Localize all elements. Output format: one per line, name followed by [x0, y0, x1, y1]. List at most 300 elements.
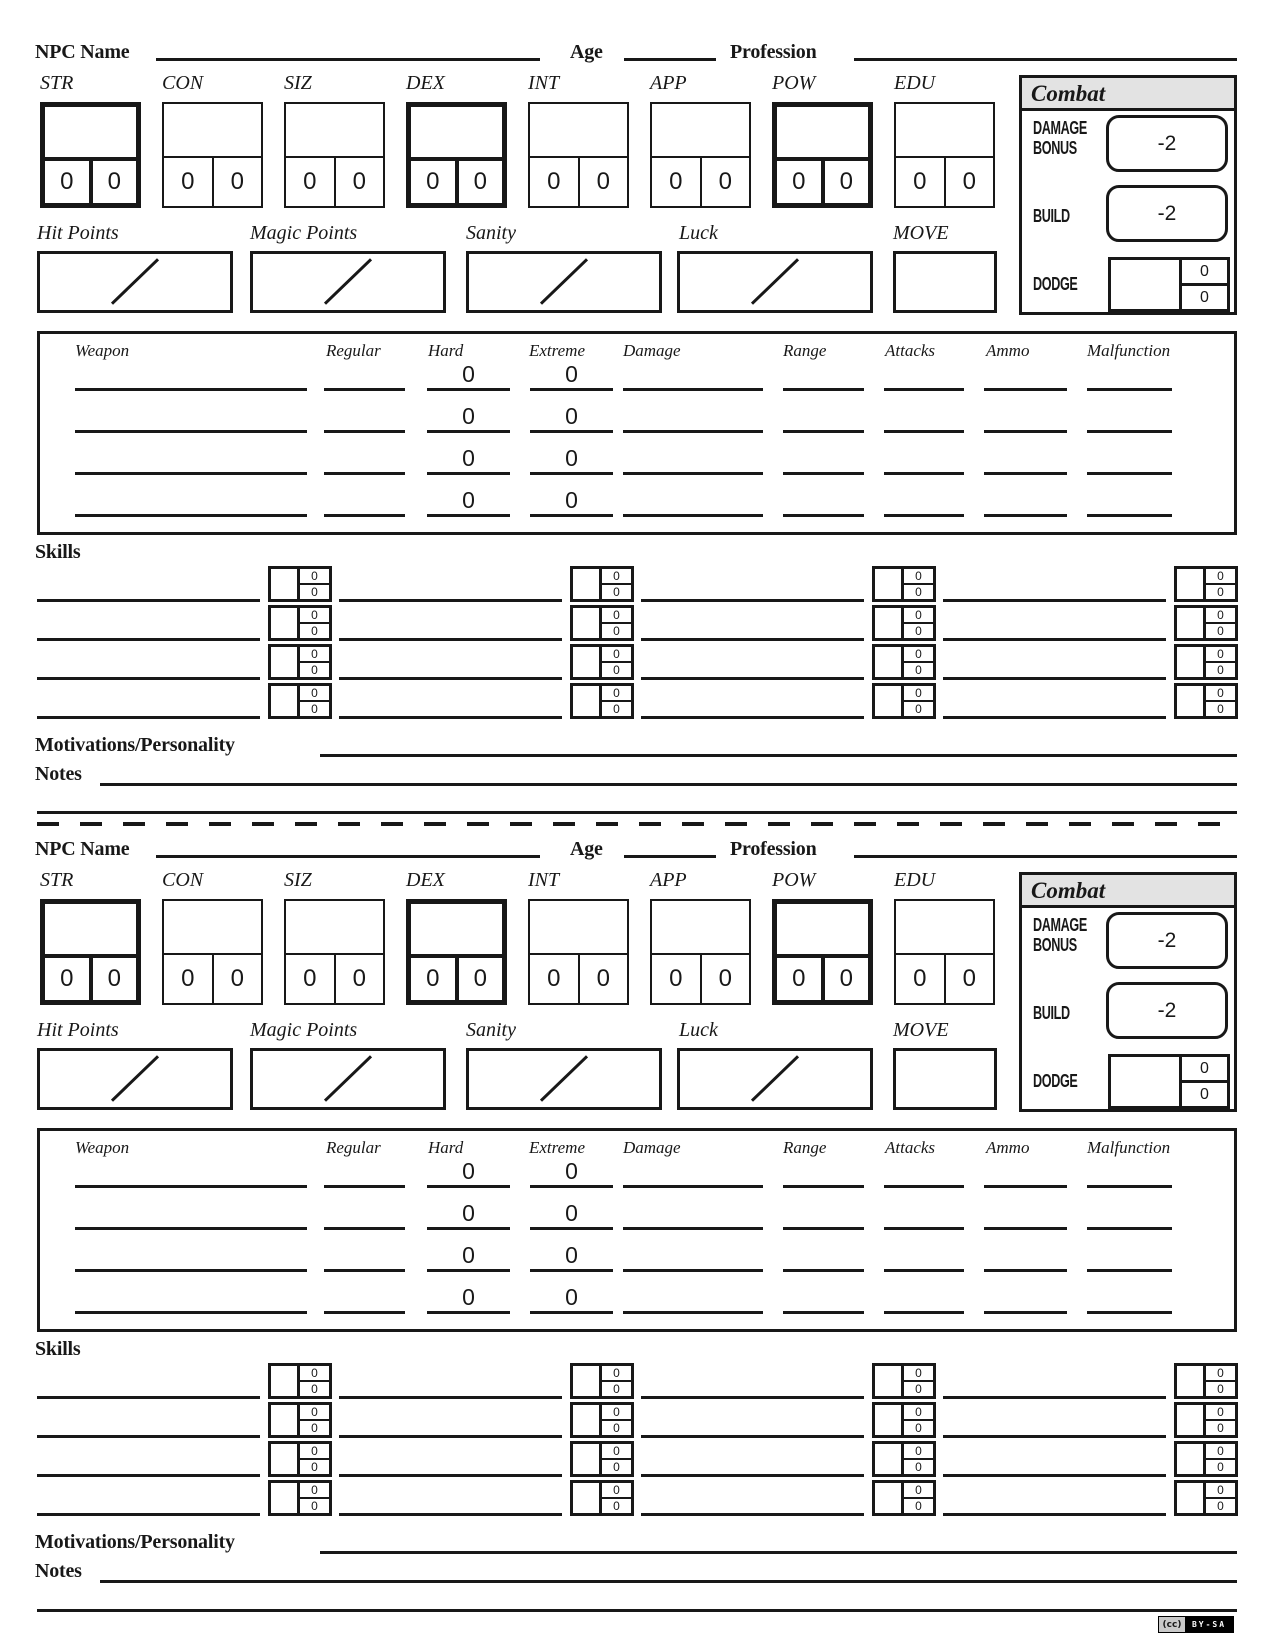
skill-name-field[interactable] — [339, 1435, 562, 1438]
skill-fifth-value-cell[interactable]: 0 — [613, 1499, 620, 1513]
characteristic-fifth-value-cell[interactable]: 0 — [230, 168, 244, 195]
skill-fifth-value-cell[interactable]: 0 — [915, 1382, 922, 1396]
skill-full-value-cell[interactable] — [271, 647, 300, 677]
skill-name-field[interactable] — [943, 1396, 1166, 1399]
weapon-hard-field[interactable] — [427, 1311, 510, 1314]
dodge-full-value-cell[interactable] — [1111, 1057, 1182, 1106]
motivations-label: Motivations/Personality — [35, 734, 235, 756]
skill-fifth-value-cell[interactable]: 0 — [613, 1421, 620, 1435]
skill-full-value-cell[interactable] — [875, 1405, 904, 1435]
skill-half-value-cell[interactable]: 0 — [1206, 1483, 1235, 1499]
dodge-half-value-cell[interactable]: 0 — [1182, 260, 1227, 286]
skill-half-value-cell[interactable]: 0 — [904, 1444, 933, 1460]
characteristic-half-value-cell[interactable]: 0 — [896, 955, 946, 1003]
weapon-range-field[interactable] — [783, 472, 864, 475]
skill-half-value-cell[interactable]: 0 — [300, 647, 329, 663]
skill-half-value-cell[interactable]: 0 — [1206, 1444, 1235, 1460]
characteristic-half-value-cell[interactable]: 0 — [45, 958, 93, 1000]
weapon-extreme-field[interactable] — [530, 1227, 613, 1230]
weapon-extreme-value[interactable]: 0 — [565, 403, 578, 429]
skill-full-value-cell[interactable] — [573, 1483, 602, 1513]
skill-fifth-value-cell[interactable]: 0 — [311, 1460, 318, 1474]
weapon-malfunction-field[interactable] — [1087, 1311, 1172, 1314]
weapon-damage-field[interactable] — [623, 1311, 763, 1314]
skill-fifth-value-cell[interactable]: 0 — [915, 624, 922, 638]
weapon-damage-field[interactable] — [623, 1185, 763, 1188]
weapon-extreme-value[interactable]: 0 — [565, 1242, 578, 1268]
weapon-name-field[interactable] — [75, 1185, 307, 1188]
weapon-hard-field[interactable] — [427, 430, 510, 433]
skill-name-field[interactable] — [943, 677, 1166, 680]
skill-name-field[interactable] — [37, 1435, 260, 1438]
skill-half-value-cell[interactable]: 0 — [904, 1366, 933, 1382]
characteristic-full-value-cell[interactable] — [652, 104, 749, 158]
characteristic-fifth-value-cell[interactable]: 0 — [352, 168, 366, 195]
skill-fifth-value-cell[interactable]: 0 — [1217, 702, 1224, 716]
skill-half-value-cell[interactable]: 0 — [300, 569, 329, 585]
weapon-hard-value[interactable]: 0 — [462, 445, 475, 471]
skill-full-value-cell[interactable] — [1177, 608, 1206, 638]
skill-fifth-value-cell[interactable]: 0 — [613, 1460, 620, 1474]
skill-name-field[interactable] — [641, 1435, 864, 1438]
characteristic-half-value-cell[interactable]: 0 — [896, 158, 946, 206]
characteristic-full-value-cell[interactable] — [164, 104, 261, 158]
skill-fifth-value-cell[interactable]: 0 — [311, 585, 318, 599]
skill-full-value-cell[interactable] — [271, 1366, 300, 1396]
characteristic-full-value-cell[interactable] — [164, 901, 261, 955]
skill-full-value-cell[interactable] — [271, 569, 300, 599]
weapon-hard-field[interactable] — [427, 472, 510, 475]
weapon-ammo-field[interactable] — [984, 514, 1067, 517]
luck-box[interactable] — [677, 1048, 873, 1110]
characteristic-half-value-cell[interactable]: 0 — [777, 161, 825, 203]
skill-value-box — [268, 644, 332, 680]
skill-half-value-cell[interactable]: 0 — [300, 1444, 329, 1460]
skill-half-value-cell[interactable]: 0 — [300, 686, 329, 702]
skill-half-value-cell[interactable]: 0 — [300, 608, 329, 624]
weapon-regular-field[interactable] — [324, 514, 405, 517]
skill-half-value-cell[interactable]: 0 — [1206, 1405, 1235, 1421]
skill-fifth-value-cell[interactable]: 0 — [915, 1460, 922, 1474]
skill-half-value-cell[interactable]: 0 — [602, 569, 631, 585]
weapon-range-field[interactable] — [783, 1311, 864, 1314]
characteristic-fifth-value-cell[interactable]: 0 — [718, 168, 732, 195]
hit-points-box[interactable] — [37, 1048, 233, 1110]
skill-entry — [641, 1402, 936, 1438]
weapon-damage-field[interactable] — [623, 472, 763, 475]
skill-full-value-cell[interactable] — [573, 608, 602, 638]
characteristic-full-value-cell[interactable] — [777, 904, 868, 958]
skill-full-value-cell[interactable] — [573, 1366, 602, 1396]
weapon-extreme-field[interactable] — [530, 430, 613, 433]
skill-name-field[interactable] — [339, 1474, 562, 1477]
skill-name-field[interactable] — [339, 599, 562, 602]
weapon-range-field[interactable] — [783, 388, 864, 391]
characteristic-half-value-cell[interactable]: 0 — [286, 955, 336, 1003]
characteristic-full-value-cell[interactable] — [530, 901, 627, 955]
skill-fifth-value-cell[interactable]: 0 — [613, 1382, 620, 1396]
characteristic-fifth-value-cell[interactable]: 0 — [839, 168, 853, 195]
weapon-regular-field[interactable] — [324, 430, 405, 433]
skill-half-value-cell[interactable]: 0 — [300, 1366, 329, 1382]
skill-fifth-value-cell[interactable]: 0 — [915, 702, 922, 716]
skill-full-value-cell[interactable] — [1177, 1366, 1206, 1396]
skill-fifth-value-cell[interactable]: 0 — [915, 663, 922, 677]
weapon-extreme-field[interactable] — [530, 1269, 613, 1272]
skill-fifth-value-cell[interactable]: 0 — [1217, 624, 1224, 638]
skill-full-value-cell[interactable] — [875, 1483, 904, 1513]
skill-half-value-cell[interactable]: 0 — [1206, 686, 1235, 702]
skill-name-field[interactable] — [641, 599, 864, 602]
weapon-attacks-field[interactable] — [884, 472, 964, 475]
weapon-name-field[interactable] — [75, 1227, 307, 1230]
weapon-hard-value[interactable]: 0 — [462, 1200, 475, 1226]
skill-name-field[interactable] — [339, 677, 562, 680]
skill-full-value-cell[interactable] — [875, 1366, 904, 1396]
skill-half-value-cell[interactable]: 0 — [602, 1444, 631, 1460]
weapon-extreme-value[interactable]: 0 — [565, 445, 578, 471]
skill-name-field[interactable] — [943, 599, 1166, 602]
skill-full-value-cell[interactable] — [1177, 1483, 1206, 1513]
skill-fifth-value-cell[interactable]: 0 — [613, 663, 620, 677]
skill-full-value-cell[interactable] — [875, 647, 904, 677]
characteristic-fifth-value-cell[interactable]: 0 — [962, 168, 976, 195]
weapon-hard-value[interactable]: 0 — [462, 1158, 475, 1184]
skill-fifth-value-cell[interactable]: 0 — [311, 702, 318, 716]
skill-full-value-cell[interactable] — [875, 1444, 904, 1474]
skill-fifth-value-cell[interactable]: 0 — [1217, 1460, 1224, 1474]
characteristic-full-value-cell[interactable] — [45, 107, 136, 161]
skill-full-value-cell[interactable] — [573, 647, 602, 677]
characteristic-half-value-cell[interactable]: 0 — [530, 955, 580, 1003]
weapon-extreme-field[interactable] — [530, 514, 613, 517]
characteristic-half-value-cell[interactable]: 0 — [652, 158, 702, 206]
motivations-field[interactable] — [320, 1551, 1237, 1554]
age-field[interactable] — [624, 58, 716, 61]
characteristic-half-value-cell[interactable]: 0 — [411, 161, 459, 203]
weapon-attacks-field[interactable] — [884, 1311, 964, 1314]
skill-value-box — [570, 1363, 634, 1399]
skill-name-field[interactable] — [641, 677, 864, 680]
skill-name-field[interactable] — [339, 716, 562, 719]
skill-name-field[interactable] — [339, 1396, 562, 1399]
skill-half-value-cell[interactable]: 0 — [300, 1483, 329, 1499]
skill-fifth-value-cell[interactable]: 0 — [613, 624, 620, 638]
weapon-extreme-value[interactable]: 0 — [565, 487, 578, 513]
characteristic-fifth-value-cell[interactable]: 0 — [352, 965, 366, 992]
notes-extra-line[interactable] — [37, 1609, 1237, 1612]
characteristic-full-value-cell[interactable] — [777, 107, 868, 161]
skill-name-field[interactable] — [37, 1474, 260, 1477]
skill-fifth-value-cell[interactable]: 0 — [915, 1421, 922, 1435]
skill-full-value-cell[interactable] — [875, 608, 904, 638]
skill-name-field[interactable] — [37, 677, 260, 680]
skill-full-value-cell[interactable] — [1177, 569, 1206, 599]
weapon-hard-value[interactable]: 0 — [462, 361, 475, 387]
weapon-range-field[interactable] — [783, 1227, 864, 1230]
skill-fifth-value-cell[interactable]: 0 — [915, 585, 922, 599]
skill-full-value-cell[interactable] — [1177, 1405, 1206, 1435]
profession-field[interactable] — [854, 855, 1237, 858]
weapon-hard-field[interactable] — [427, 1227, 510, 1230]
skill-half-value-cell[interactable]: 0 — [602, 1366, 631, 1382]
characteristic-half-value-cell[interactable]: 0 — [411, 958, 459, 1000]
characteristic-full-value-cell[interactable] — [896, 104, 993, 158]
characteristic-full-value-cell[interactable] — [896, 901, 993, 955]
skill-half-value-cell[interactable]: 0 — [904, 1483, 933, 1499]
skill-half-value-cell[interactable]: 0 — [904, 608, 933, 624]
magic-points-box[interactable] — [250, 1048, 446, 1110]
characteristic-fifth-value-cell[interactable]: 0 — [107, 965, 121, 992]
weapon-regular-field[interactable] — [324, 1311, 405, 1314]
characteristic-full-value-cell[interactable] — [286, 104, 383, 158]
skill-half-value-cell[interactable]: 0 — [602, 686, 631, 702]
weapon-extreme-field[interactable] — [530, 1311, 613, 1314]
skill-fifth-value-cell[interactable]: 0 — [1217, 1421, 1224, 1435]
skill-full-value-cell[interactable] — [875, 686, 904, 716]
weapon-ammo-field[interactable] — [984, 1269, 1067, 1272]
weapon-range-field[interactable] — [783, 1269, 864, 1272]
characteristic-full-value-cell[interactable] — [411, 107, 502, 161]
skill-name-field[interactable] — [943, 1513, 1166, 1516]
weapon-extreme-value[interactable]: 0 — [565, 1158, 578, 1184]
weapon-hard-field[interactable] — [427, 514, 510, 517]
build-value[interactable]: -2 — [1106, 982, 1228, 1039]
weapon-extreme-value[interactable]: 0 — [565, 361, 578, 387]
weapon-name-field[interactable] — [75, 514, 307, 517]
characteristic-fifth-value-cell[interactable]: 0 — [962, 965, 976, 992]
characteristic-full-value-cell[interactable] — [411, 904, 502, 958]
skill-name-field[interactable] — [37, 1513, 260, 1516]
skill-half-value-cell[interactable]: 0 — [1206, 1366, 1235, 1382]
skill-name-field[interactable] — [339, 1513, 562, 1516]
damage-bonus-value[interactable]: -2 — [1106, 912, 1228, 969]
skill-name-field[interactable] — [641, 716, 864, 719]
weapon-regular-field[interactable] — [324, 388, 405, 391]
dodge-fifth-value-cell[interactable]: 0 — [1200, 1085, 1209, 1103]
weapon-hard-field[interactable] — [427, 388, 510, 391]
weapon-extreme-value[interactable]: 0 — [565, 1284, 578, 1310]
characteristic-full-value-cell[interactable] — [530, 104, 627, 158]
weapon-damage-field[interactable] — [623, 430, 763, 433]
characteristic-fifth-value-cell[interactable]: 0 — [596, 965, 610, 992]
move-box[interactable] — [893, 251, 997, 313]
skill-full-value-cell[interactable] — [573, 1405, 602, 1435]
cc-badge[interactable] — [1158, 1616, 1234, 1633]
skill-half-value-cell[interactable]: 0 — [904, 569, 933, 585]
move-box[interactable] — [893, 1048, 997, 1110]
skill-half-value-cell[interactable]: 0 — [1206, 608, 1235, 624]
skill-fifth-value-cell[interactable]: 0 — [311, 1382, 318, 1396]
weapon-extreme-field[interactable] — [530, 472, 613, 475]
weapon-regular-field[interactable] — [324, 1227, 405, 1230]
skill-full-value-cell[interactable] — [271, 1405, 300, 1435]
skill-half-value-cell[interactable]: 0 — [1206, 647, 1235, 663]
skill-name-field[interactable] — [943, 638, 1166, 641]
notes-field[interactable] — [100, 783, 1237, 786]
weapon-name-field[interactable] — [75, 472, 307, 475]
characteristic-fifth-value-cell[interactable]: 0 — [718, 965, 732, 992]
skill-half-value-cell[interactable]: 0 — [1206, 569, 1235, 585]
characteristic-full-value-cell[interactable] — [45, 904, 136, 958]
weapon-attacks-field[interactable] — [884, 1269, 964, 1272]
characteristic-full-value-cell[interactable] — [652, 901, 749, 955]
weapon-damage-field[interactable] — [623, 388, 763, 391]
skill-full-value-cell[interactable] — [1177, 686, 1206, 716]
skill-full-value-cell[interactable] — [1177, 647, 1206, 677]
characteristic-fifth-value-cell[interactable]: 0 — [473, 168, 487, 195]
skill-name-field[interactable] — [641, 638, 864, 641]
weapon-name-field[interactable] — [75, 388, 307, 391]
weapon-range-field[interactable] — [783, 1185, 864, 1188]
weapon-damage-field[interactable] — [623, 1269, 763, 1272]
skill-fifth-value-cell[interactable]: 0 — [1217, 1382, 1224, 1396]
skill-fifth-value-cell[interactable]: 0 — [311, 1421, 318, 1435]
weapon-name-field[interactable] — [75, 1269, 307, 1272]
weapon-attacks-field[interactable] — [884, 1185, 964, 1188]
npc-name-field[interactable] — [156, 855, 540, 858]
weapon-attacks-field[interactable] — [884, 388, 964, 391]
characteristic-half-value-cell[interactable]: 0 — [286, 158, 336, 206]
skill-fifth-value-cell[interactable]: 0 — [1217, 585, 1224, 599]
weapon-name-field[interactable] — [75, 430, 307, 433]
weapon-range-field[interactable] — [783, 430, 864, 433]
weapon-malfunction-field[interactable] — [1087, 472, 1172, 475]
skill-name-field[interactable] — [641, 1513, 864, 1516]
weapon-attacks-field[interactable] — [884, 1227, 964, 1230]
skill-fifth-value-cell[interactable]: 0 — [915, 1499, 922, 1513]
skill-full-value-cell[interactable] — [271, 1483, 300, 1513]
skill-name-field[interactable] — [943, 716, 1166, 719]
characteristic-half-value-cell[interactable]: 0 — [45, 161, 93, 203]
skill-full-value-cell[interactable] — [271, 1444, 300, 1474]
weapon-hard-field[interactable] — [427, 1185, 510, 1188]
age-field[interactable] — [624, 855, 716, 858]
weapon-hard-value[interactable]: 0 — [462, 1242, 475, 1268]
skill-fifth-value-cell[interactable]: 0 — [311, 624, 318, 638]
weapon-ammo-field[interactable] — [984, 388, 1067, 391]
motivations-field[interactable] — [320, 754, 1237, 757]
skill-half-value-cell[interactable]: 0 — [602, 1405, 631, 1421]
skill-name-field[interactable] — [37, 599, 260, 602]
skill-full-value-cell[interactable] — [1177, 1444, 1206, 1474]
skill-fifth-value-cell[interactable]: 0 — [1217, 663, 1224, 677]
weapon-hard-field[interactable] — [427, 1269, 510, 1272]
profession-field[interactable] — [854, 58, 1237, 61]
weapon-malfunction-field[interactable] — [1087, 388, 1172, 391]
characteristic-half-value-cell[interactable]: 0 — [530, 158, 580, 206]
skill-full-value-cell[interactable] — [271, 686, 300, 716]
characteristic-half-value-cell[interactable]: 0 — [777, 958, 825, 1000]
luck-box[interactable] — [677, 251, 873, 313]
weapon-ammo-field[interactable] — [984, 472, 1067, 475]
weapon-damage-field[interactable] — [623, 1227, 763, 1230]
notes-field[interactable] — [100, 1580, 1237, 1583]
weapon-range-field[interactable] — [783, 514, 864, 517]
skill-name-field[interactable] — [37, 1396, 260, 1399]
characteristic-fifth-value-cell[interactable]: 0 — [473, 965, 487, 992]
sanity-box[interactable] — [466, 1048, 662, 1110]
characteristic-fifth-value-cell[interactable]: 0 — [839, 965, 853, 992]
characteristic-full-value-cell[interactable] — [286, 901, 383, 955]
weapon-regular-field[interactable] — [324, 472, 405, 475]
weapon-ammo-field[interactable] — [984, 1311, 1067, 1314]
skill-fifth-value-cell[interactable]: 0 — [311, 1499, 318, 1513]
weapon-malfunction-field[interactable] — [1087, 1227, 1172, 1230]
weapon-malfunction-field[interactable] — [1087, 1269, 1172, 1272]
weapon-ammo-field[interactable] — [984, 430, 1067, 433]
weapon-malfunction-field[interactable] — [1087, 514, 1172, 517]
weapon-malfunction-field[interactable] — [1087, 430, 1172, 433]
sanity-box[interactable] — [466, 251, 662, 313]
skill-full-value-cell[interactable] — [573, 686, 602, 716]
weapon-damage-field[interactable] — [623, 514, 763, 517]
npc-name-field[interactable] — [156, 58, 540, 61]
weapon-hard-value[interactable]: 0 — [462, 1284, 475, 1310]
characteristic-half-value-cell[interactable]: 0 — [164, 955, 214, 1003]
skill-full-value-cell[interactable] — [573, 569, 602, 599]
weapon-ammo-field[interactable] — [984, 1185, 1067, 1188]
skill-full-value-cell[interactable] — [573, 1444, 602, 1474]
skill-name-field[interactable] — [37, 638, 260, 641]
weapon-hard-value[interactable]: 0 — [462, 487, 475, 513]
skill-name-field[interactable] — [943, 1474, 1166, 1477]
dodge-full-value-cell[interactable] — [1111, 260, 1182, 309]
skill-half-value-cell[interactable]: 0 — [602, 608, 631, 624]
skill-fifth-value-cell[interactable]: 0 — [311, 663, 318, 677]
skill-name-field[interactable] — [641, 1396, 864, 1399]
magic-points-box[interactable] — [250, 251, 446, 313]
weapon-extreme-field[interactable] — [530, 388, 613, 391]
skill-half-value-cell[interactable]: 0 — [602, 647, 631, 663]
skill-name-field[interactable] — [37, 716, 260, 719]
hit-points-box[interactable] — [37, 251, 233, 313]
skill-name-field[interactable] — [339, 638, 562, 641]
weapon-malfunction-field[interactable] — [1087, 1185, 1172, 1188]
skill-half-value-cell[interactable]: 0 — [602, 1483, 631, 1499]
skill-name-field[interactable] — [641, 1474, 864, 1477]
skill-name-field[interactable] — [943, 1435, 1166, 1438]
weapon-regular-field[interactable] — [324, 1269, 405, 1272]
dodge-half-value-cell[interactable]: 0 — [1182, 1057, 1227, 1083]
skill-half-value-cell[interactable]: 0 — [904, 686, 933, 702]
skill-fifth-value-cell[interactable]: 0 — [613, 585, 620, 599]
characteristic-fifth-value-cell[interactable]: 0 — [596, 168, 610, 195]
build-value[interactable]: -2 — [1106, 185, 1228, 242]
weapon-hard-value[interactable]: 0 — [462, 403, 475, 429]
weapon-attacks-field[interactable] — [884, 430, 964, 433]
weapon-name-field[interactable] — [75, 1311, 307, 1314]
characteristic-half-value-cell[interactable]: 0 — [652, 955, 702, 1003]
characteristic-fifth-value-cell[interactable]: 0 — [230, 965, 244, 992]
skill-half-value-cell[interactable]: 0 — [300, 1405, 329, 1421]
weapon-attacks-field[interactable] — [884, 514, 964, 517]
characteristic-half-value-cell[interactable]: 0 — [164, 158, 214, 206]
dodge-fifth-value-cell[interactable]: 0 — [1200, 288, 1209, 306]
skill-full-value-cell[interactable] — [271, 608, 300, 638]
damage-bonus-value[interactable]: -2 — [1106, 115, 1228, 172]
skill-half-value-cell[interactable]: 0 — [904, 647, 933, 663]
skill-full-value-cell[interactable] — [875, 569, 904, 599]
skill-fifth-value-cell[interactable]: 0 — [613, 702, 620, 716]
weapon-extreme-field[interactable] — [530, 1185, 613, 1188]
skill-fifth-value-cell[interactable]: 0 — [1217, 1499, 1224, 1513]
weapon-regular-field[interactable] — [324, 1185, 405, 1188]
skill-half-value-cell[interactable]: 0 — [904, 1405, 933, 1421]
weapon-ammo-field[interactable] — [984, 1227, 1067, 1230]
weapon-extreme-value[interactable]: 0 — [565, 1200, 578, 1226]
characteristic-fifth-value-cell[interactable]: 0 — [107, 168, 121, 195]
